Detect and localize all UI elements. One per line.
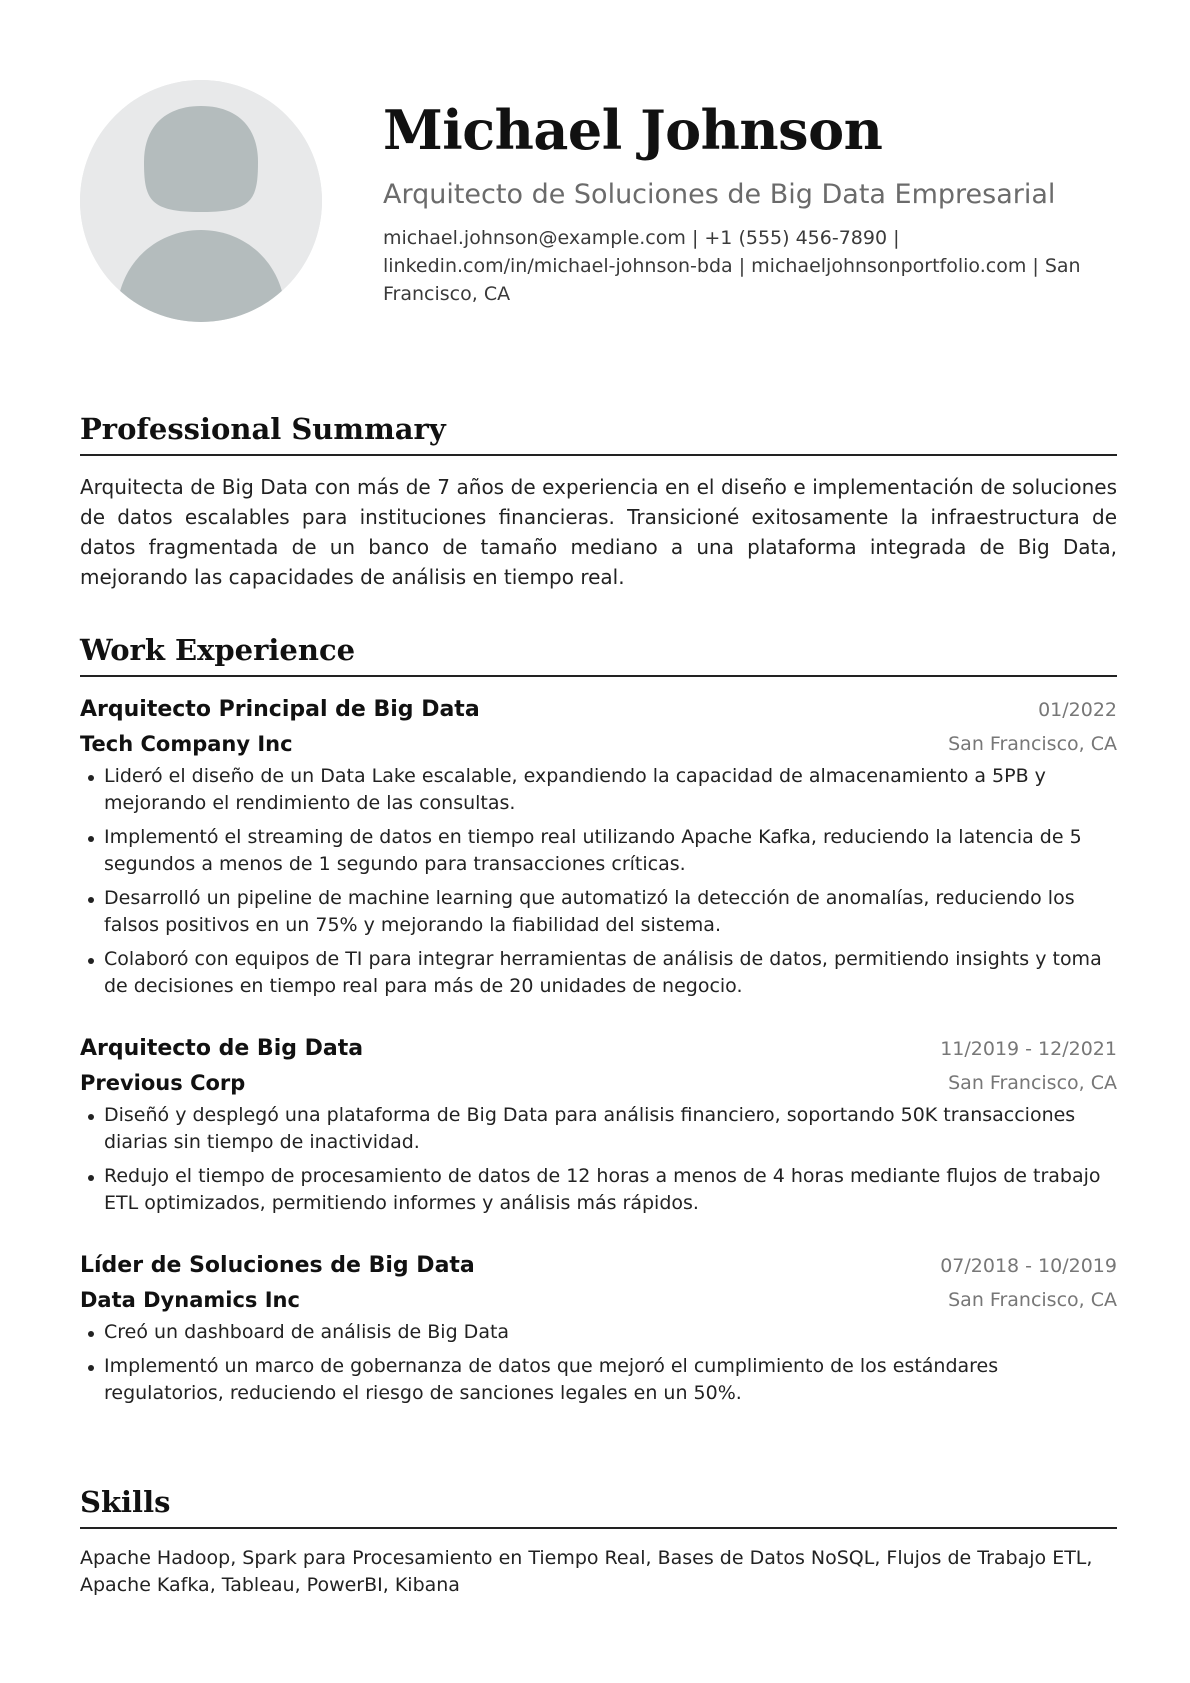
list-item: Lideró el diseño de un Data Lake escalable, expandiendo la capacidad de almacenamiento a 5PB y mejorando el rendimiento de las consultas. <box>80 763 1117 817</box>
summary-heading: Professional Summary <box>80 410 1117 456</box>
skills-section <box>80 1483 1117 1599</box>
contact-separator: | <box>1032 255 1039 277</box>
job-location: San Francisco, CA <box>948 1289 1117 1311</box>
user-silhouette-icon <box>80 80 322 322</box>
list-item: Diseñó y desplegó una plataforma de Big Data para análisis financiero, soportando 50K transacciones diarias sin tiempo de inactividad. <box>80 1102 1117 1156</box>
contact-separator: | <box>893 227 900 249</box>
contact-separator: | <box>738 255 746 277</box>
job-date: 01/2022 <box>1038 699 1117 721</box>
job-company: Previous Corp <box>80 1071 246 1095</box>
list-item: Redujo el tiempo de procesamiento de datos de 12 horas a menos de 4 horas mediante flujos de trabajo ETL optimizados, permitiendo informes y análisis más rápidos. <box>80 1163 1117 1217</box>
job-role: Arquitecto de Big Data <box>80 1036 364 1061</box>
job-bullets <box>80 1102 1117 1217</box>
candidate-name: Michael Johnson <box>383 98 883 162</box>
avatar <box>80 80 322 322</box>
experience-section <box>80 631 1117 1414</box>
summary-text: Arquitecta de Big Data con más de 7 años de experiencia en el diseño e implementación de soluciones de datos escalables para instituciones financieras. Transicioné exitosamente la infraestructura de datos fragmentada de un banco de tamaño mediano a una plataforma integrada de Big Data, mejorando las capacidades de análisis en tiempo real. <box>80 475 1117 589</box>
job-entry <box>80 693 1117 1000</box>
candidate-location: San Francisco, CA <box>383 255 1081 305</box>
job-entry <box>80 1032 1117 1217</box>
job-bullets <box>80 1319 1117 1407</box>
job-entry <box>80 1249 1117 1407</box>
job-date: 07/2018 - 10/2019 <box>940 1255 1117 1277</box>
job-location: San Francisco, CA <box>948 1072 1117 1094</box>
summary-section <box>80 410 1117 592</box>
job-bullets <box>80 763 1117 1000</box>
experience-heading: Work Experience <box>80 631 1117 677</box>
list-item: Colaboró con equipos de TI para integrar herramientas de análisis de datos, permitiendo insights y toma de decisiones en tiempo real para más de 20 unidades de negocio. <box>80 946 1117 1000</box>
list-item: Implementó un marco de gobernanza de datos que mejoró el cumplimiento de los estándares regulatorios, reduciendo el riesgo de sanciones legales en un 50%. <box>80 1353 1117 1407</box>
job-role: Arquitecto Principal de Big Data <box>80 697 480 722</box>
email-link[interactable]: michael.johnson@example.com <box>383 227 686 249</box>
list-item: Implementó el streaming de datos en tiempo real utilizando Apache Kafka, reduciendo la latencia de 5 segundos a menos de 1 segundo para transacciones críticas. <box>80 824 1117 878</box>
skills-text: Apache Hadoop, Spark para Procesamiento en Tiempo Real, Bases de Datos NoSQL, Flujos de Trabajo ETL, Apache Kafka, Tableau, PowerBI, Kibana <box>80 1547 1093 1596</box>
job-company: Tech Company Inc <box>80 732 293 756</box>
list-item: Desarrolló un pipeline de machine learning que automatizó la detección de anomalías, reduciendo los falsos positivos en un 75% y mejorando la fiabilidad del sistema. <box>80 885 1117 939</box>
contact-separator: | <box>691 227 699 249</box>
portfolio-link[interactable]: michaeljohnsonportfolio.com <box>751 255 1027 277</box>
job-company: Data Dynamics Inc <box>80 1288 300 1312</box>
candidate-title: Arquitecto de Soluciones de Big Data Empresarial <box>383 179 1056 210</box>
list-item: Creó un dashboard de análisis de Big Data <box>80 1319 1117 1346</box>
skills-heading: Skills <box>80 1483 1117 1529</box>
phone-number[interactable]: +1 (555) 456-7890 <box>704 227 888 249</box>
contact-info <box>383 224 1103 308</box>
job-location: San Francisco, CA <box>948 733 1117 755</box>
job-role: Líder de Soluciones de Big Data <box>80 1253 475 1278</box>
header <box>383 98 1113 308</box>
linkedin-link[interactable]: linkedin.com/in/michael-johnson-bda <box>383 255 733 277</box>
job-date: 11/2019 - 12/2021 <box>940 1038 1117 1060</box>
